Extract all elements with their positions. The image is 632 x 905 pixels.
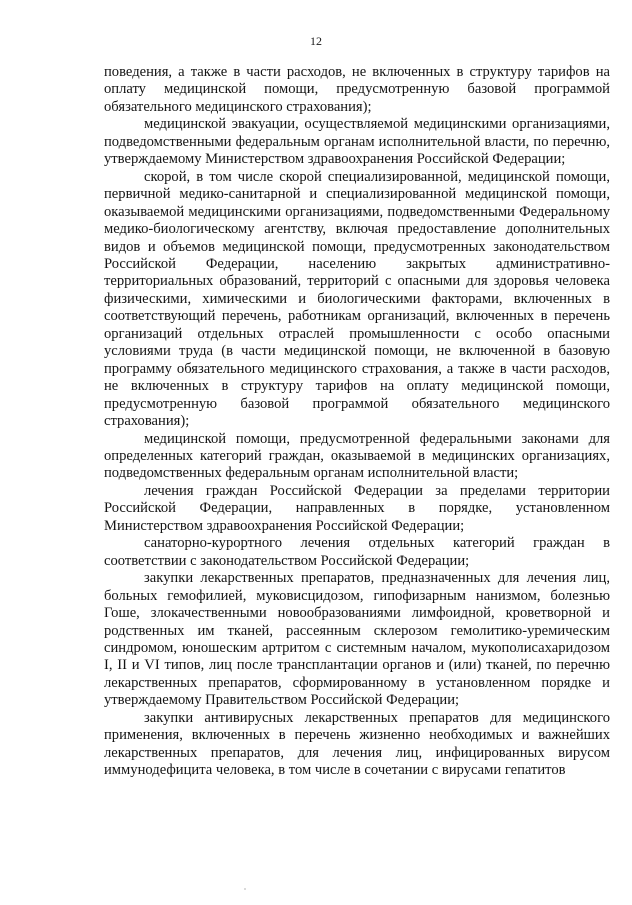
scan-speck <box>244 888 246 890</box>
paragraph-continuation: поведения, а также в части расходов, не включенных в структуру тарифов на оплату медицинской помощи, предусмотренную базовой программой обязательного медицинского страхования); <box>104 64 610 115</box>
paragraph-medical-evacuation: медицинской эвакуации, осуществляемой медицинскими организациями, подведомственными федеральным органам исполнительной власти, по перечню, утверждаемому Министерством здравоохранения Российской Федерации; <box>104 116 610 168</box>
document-body <box>104 64 610 780</box>
paragraph-antiviral-procurement: закупки антивирусных лекарственных препаратов для медицинского применения, включенных в перечень жизненно необходимых и важнейших лекарственных препаратов, для лечения лиц, инфицированных вирусом иммунодефицита человека, в том числе в сочетании с вирусами гепатитов <box>104 709 610 779</box>
page-number: 12 <box>310 34 322 48</box>
paragraph-treatment-abroad: лечения граждан Российской Федерации за пределами территории Российской Федерации, направленных в порядке, установленном Министерством здравоохранения Российской Федерации; <box>104 482 610 534</box>
paragraph-drug-procurement: закупки лекарственных препаратов, предназначенных для лечения лиц, больных гемофилией, муковисцидозом, гипофизарным нанизмом, болезнью Гоше, злокачественными новообразованиями лимфоидной, кроветворной и родственных им тканей, рассеянным склерозом гемолитико-уремическим синдромом, юношеским артритом с системным началом, мукополисахаридозом I, II и VI типов, лиц после трансплантации органов и (или) тканей, по перечню лекарственных препаратов, сформированному в установленном порядке и утверждаемому Правительством Российской Федерации; <box>104 570 610 709</box>
paragraph-federal-laws-care: медицинской помощи, предусмотренной федеральными законами для определенных категорий граждан, оказываемой в медицинских организациях, подведомственных федеральным органам исполнительной власти; <box>104 430 610 482</box>
paragraph-emergency-care-fmba: скорой, в том числе скорой специализированной, медицинской помощи, первичной медико-санитарной и специализированной медицинской помощи, оказываемой медицинскими организациями, подведомственными Федеральному медико-биологическому агентству, включая предоставление дополнительных видов и объемов медицинской помощи, предусмотренных законодательством Российской Федерации, населению закрытых административно-территориальных образований, территорий с опасными для здоровья человека физическими, химическими и биологическими факторами, включенных в соответствующий перечень, работникам организаций, включенных в перечень организаций отдельных отраслей промышленности с особо опасными условиями труда (в части медицинской помощи, не включенной в базовую программу обязательного медицинского страхования, а также в части расходов, не включенных в структуру тарифов на оплату медицинской помощи, предусмотренную базовой программой обязательного медицинского страхования); <box>104 168 610 430</box>
paragraph-sanatorium-treatment: санаторно-курортного лечения отдельных категорий граждан в соответствии с законодательством Российской Федерации; <box>104 535 610 569</box>
